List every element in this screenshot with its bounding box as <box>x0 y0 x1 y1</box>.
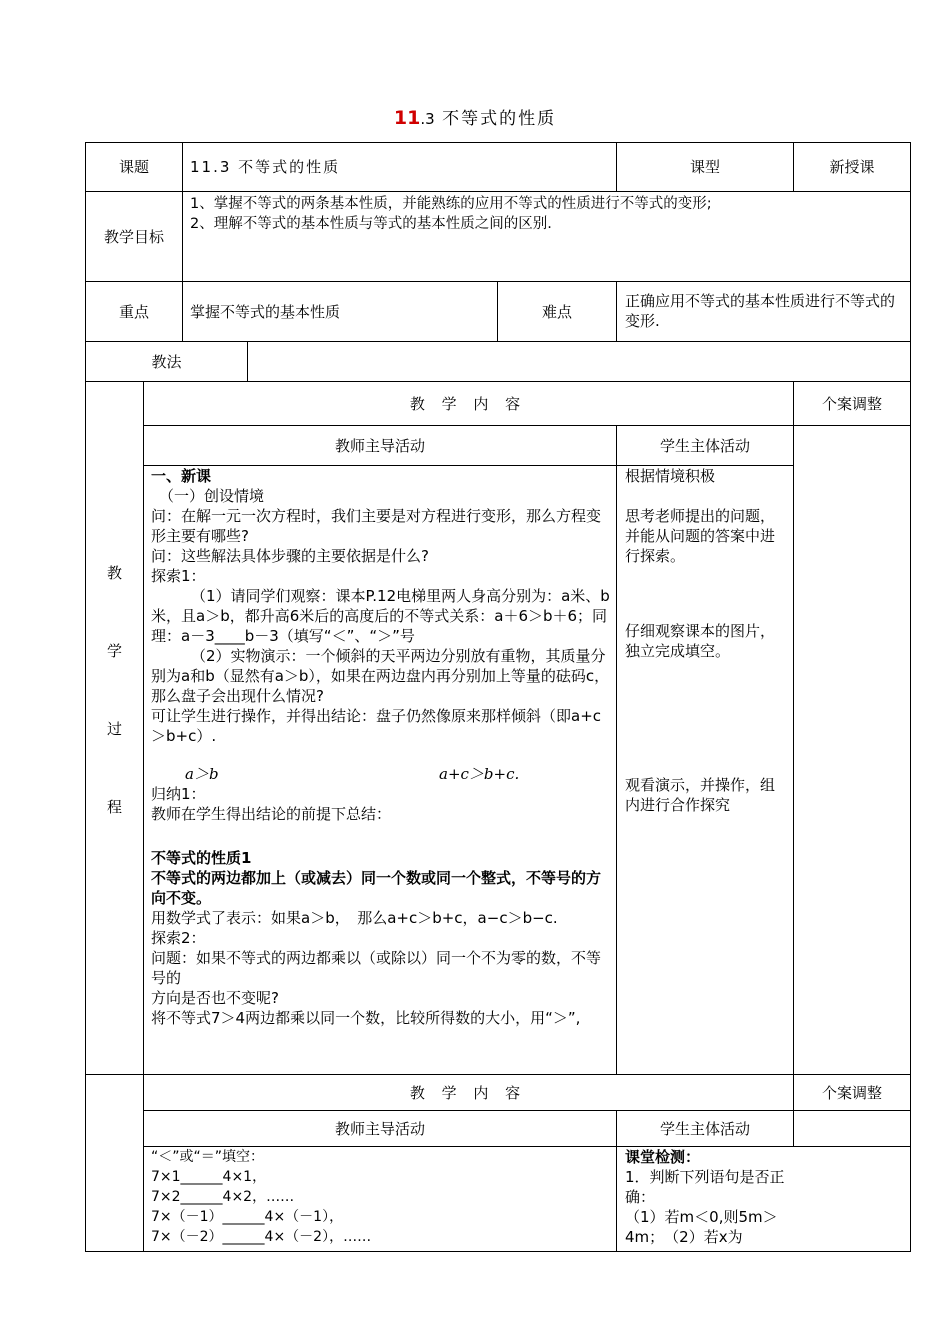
teacher-activity-2: “＜”或“＝”填空： 7×1______4×1， 7×2______4×2，…… 7×（－1）______4×（－1）， 7×（－2）______4×（－2），…… <box>151 1149 372 1245</box>
student-activity: 观看演示，并操作，组内进行合作探究 <box>625 776 776 814</box>
content-header: 教 学 内 容 <box>409 394 527 413</box>
method-label: 教法 <box>151 352 182 371</box>
student-activity-2: 课堂检测： 1．判断下列语句是否正确： （1）若m＜0,则5m＞4m； （2）若x为 <box>625 1148 785 1246</box>
teacher-activity: 一、新课 （一）创设情境 问：在解一元一次方程时，我们主要是对方程进行变形，那么方程变形主要有哪些? 问：这些解法具体步骤的主要依据是什么? 探索1： （1）请同学们观察：课本P.12电梯里两人身高分别为：a米、b米，且a＞b，都升高6米后的高度后的不等式关系：a＋6＞b＋6；同理：a－3____b－3（填写“＜”、“＞”号 （2）实物演示：一个倾斜的天平两边分别放有重物，其质量分别为a和b（显然有a＞b），如果在两边盘内再分别加上等量的砝码c，那么盘子会出现什么情况? 可让学生进行操作，并得出结论：盘子仍然像原来那样倾斜（即a+c＞b+c）. a＞b a+c＞b+c. 归纳1： 教师在学生得出结论的前提下总结： 不等式的性质1 不等式的两边都加上（或减去）同一个数或同一个整式，不等号的方向不变。 用数学式了表示：如果a＞b， 那么a+c＞b+c，a−c＞b−c. 探索2： 问题：如果不等式的两边都乘以（或除以）同一个不为零的数，不等号的 方向是否也不变呢? 将不等式7＞4两边都乘以同一个数，比较所得数的大小，用“＞”, <box>151 467 610 1027</box>
page-title: 11.3 不等式的性质 <box>393 107 557 129</box>
topic-value: 11.3 不等式的性质 <box>190 158 341 176</box>
key-value: 掌握不等式的基本性质 <box>190 302 341 321</box>
method-value <box>255 342 905 381</box>
content-header: 教 学 内 容 <box>409 1083 527 1102</box>
student-activity: 仔细观察课本的图片，独立完成填空。 <box>625 622 776 660</box>
difficult-label: 难点 <box>541 302 572 321</box>
type-value: 新授课 <box>829 158 875 176</box>
student-header: 学生主体活动 <box>659 436 750 455</box>
student-header: 学生主体活动 <box>659 1119 750 1138</box>
property-title: 不等式的性质1 <box>151 849 252 867</box>
teacher-header: 教师主导活动 <box>334 1119 425 1138</box>
goal-item: 2、理解不等式的基本性质与等式的基本性质之间的区别. <box>190 216 552 232</box>
goals-list <box>190 194 905 234</box>
adjust-header: 个案调整 <box>821 1083 882 1102</box>
topic-label: 课题 <box>118 158 149 176</box>
inequality-row: a＞b a+c＞b+c. <box>185 765 520 783</box>
teacher-header: 教师主导活动 <box>334 436 425 455</box>
difficult-value: 正确应用不等式的基本性质进行不等式的变形. <box>625 292 896 330</box>
key-label: 重点 <box>118 302 149 321</box>
process-label-char: 学 <box>106 642 122 660</box>
process-label-char: 教 <box>106 564 122 582</box>
student-activity: 根据情境积极 思考老师提出的问题，并能从问题的答案中进行探索。 <box>625 467 776 565</box>
process-label-char: 过 <box>106 720 122 738</box>
process-label-char: 程 <box>106 798 122 816</box>
adjust-header: 个案调整 <box>821 394 882 413</box>
type-label: 课型 <box>689 158 720 176</box>
goals-label: 教学目标 <box>103 227 164 246</box>
goal-item: 1、掌握不等式的两条基本性质，并能熟练的应用不等式的性质进行不等式的变形; <box>190 196 712 212</box>
property-statement: 不等式的两边都加上（或减去）同一个数或同一个整式，不等号的方向不变。 <box>151 869 602 907</box>
section-heading: 一、新课 <box>151 467 212 485</box>
